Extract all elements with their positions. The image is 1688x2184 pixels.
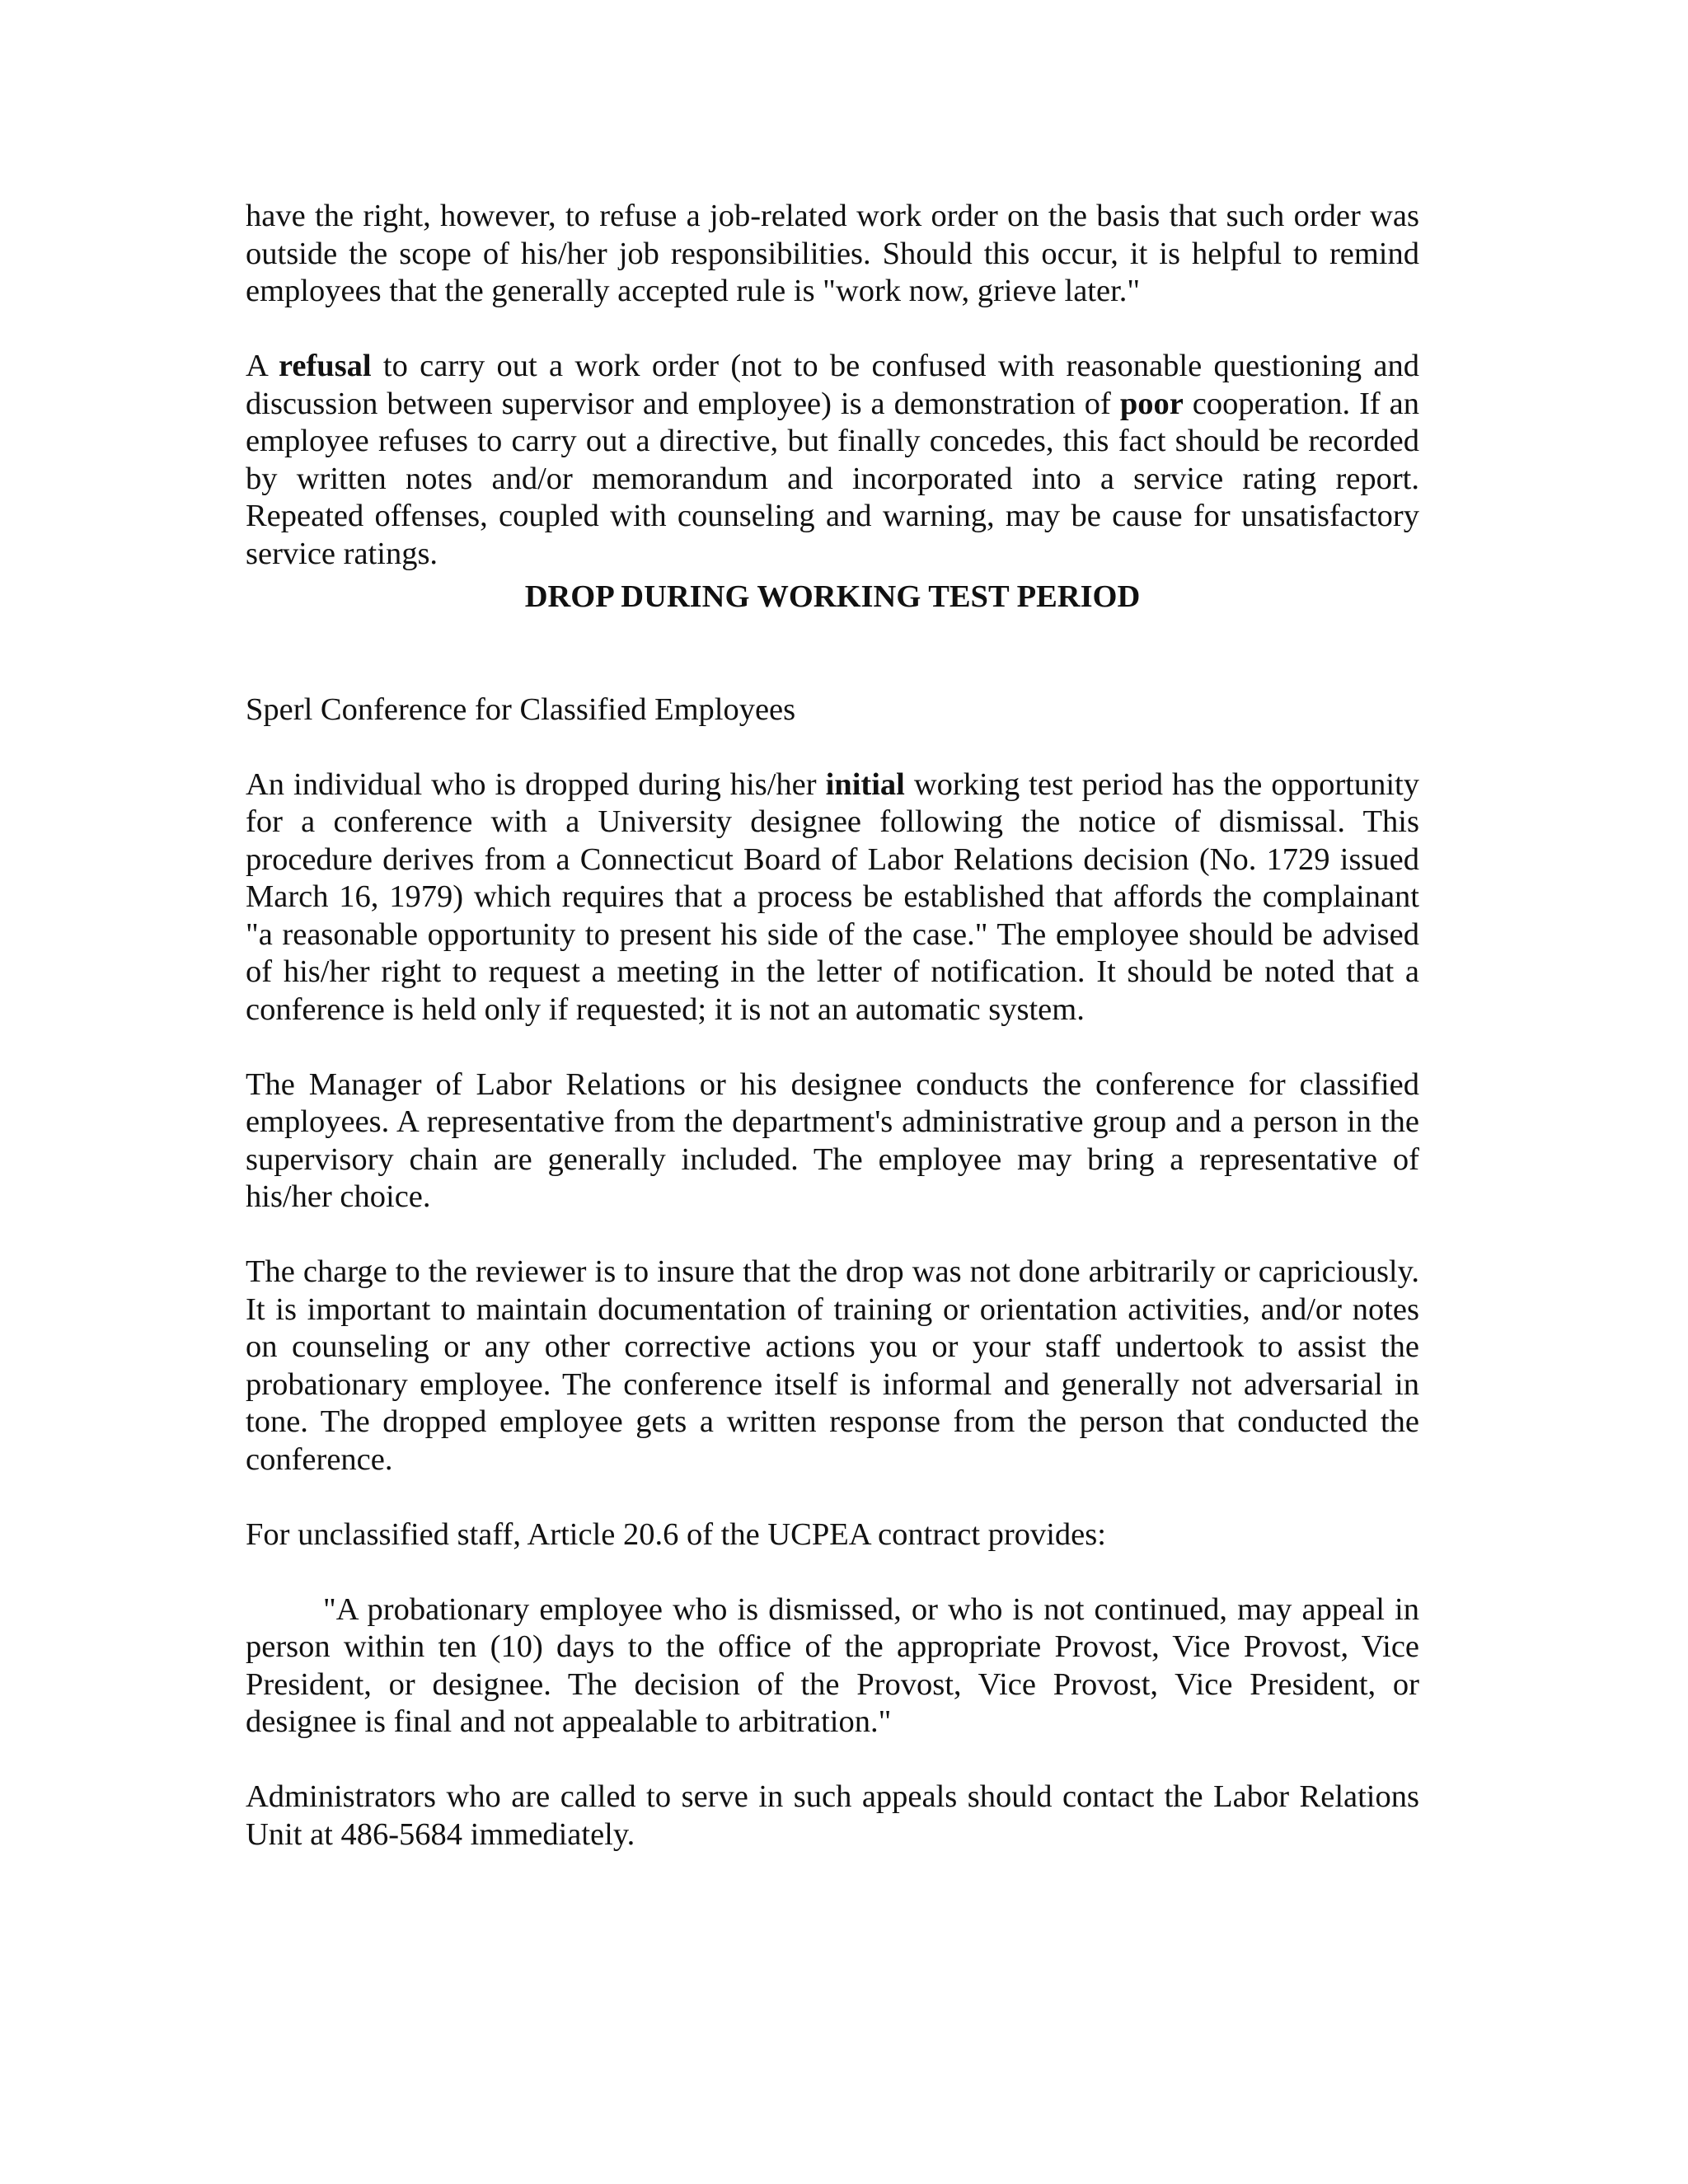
refusal-text-tail: cooperation. If an employee refuses to carry out a directive, but finally concedes, this fact should be recorded by written notes and/or memorandum and incorporated into a service rating report. Repeated offenses, coupled with counseling and warning, may be cause for unsatisfactory service ratings.: [246, 386, 1419, 571]
subsection-title: Sperl Conference for Classified Employees: [246, 691, 796, 727]
refusal-text-lead: A: [246, 349, 279, 383]
initial-text-lead: An individual who is dropped during his/her: [246, 766, 826, 802]
paragraph-manager-conference: The Manager of Labor Relations or his designee conducts the conference for classified employees. A representative from the department's administrative group and a person in the supervisory chain are generally included. The employee may bring a representative of his/her choice.: [246, 1066, 1419, 1214]
poor-bold-term: poor: [1119, 386, 1184, 421]
paragraph-initial-test-period: [246, 766, 1419, 1029]
paragraph-reviewer-charge: The charge to the reviewer is to insure that the drop was not done arbitrarily or capriciously. It is important to maintain documentation of training or orientation activities, and/or notes on counseling or any other corrective actions you or your staff undertook to assist the probationary employee. The conference itself is informal and generally not adversarial in tone. The dropped employee gets a written response from the person that conducted the conference.: [246, 1254, 1419, 1477]
initial-bold-term: initial: [825, 766, 905, 802]
paragraph-work-order-right: have the right, however, to refuse a job-related work order on the basis that such order was outside the scope of his/her job responsibilities. Should this occur, it is helpful to remind employees that the generally accepted rule is "work now, grieve later.": [246, 199, 1419, 308]
refusal-bold-term: refusal: [278, 349, 372, 383]
section-heading: DROP DURING WORKING TEST PERIOD: [524, 579, 1141, 614]
document-page: [246, 198, 1419, 1854]
contract-quote: "A probationary employee who is dismissed, or who is not continued, may appeal in person within ten (10) days to the office of the appropriate Provost, Vice Provost, Vice President, or designee. The decision of the Provost, Vice Provost, Vice President, or designee is final and not appealable to arbitration.": [246, 1591, 1419, 1739]
initial-text-tail: working test period has the opportunity for a conference with a University designee following the notice of dismissal. This procedure derives from a Connecticut Board of Labor Relations decision (No. 1729 issued March 16, 1979) which requires that a process be established that affords the complainant "a reasonable opportunity to present his side of the case." The employee should be advised of his/her right to request a meeting in the letter of notification. It should be noted that a conference is held only if requested; it is not an automatic system.: [246, 766, 1420, 1027]
refusal-text-middle: to carry out a work order (not to be confused with reasonable questioning and discussion between supervisor and employee) is a demonstration of: [246, 349, 1420, 421]
paragraph-administrators-contact: Administrators who are called to serve in such appeals should contact the Labor Relations Unit at 486-5684 immediately.: [246, 1779, 1419, 1852]
paragraph-refusal: [246, 348, 1419, 573]
paragraph-unclassified-staff: For unclassified staff, Article 20.6 of the UCPEA contract provides:: [246, 1516, 1106, 1552]
